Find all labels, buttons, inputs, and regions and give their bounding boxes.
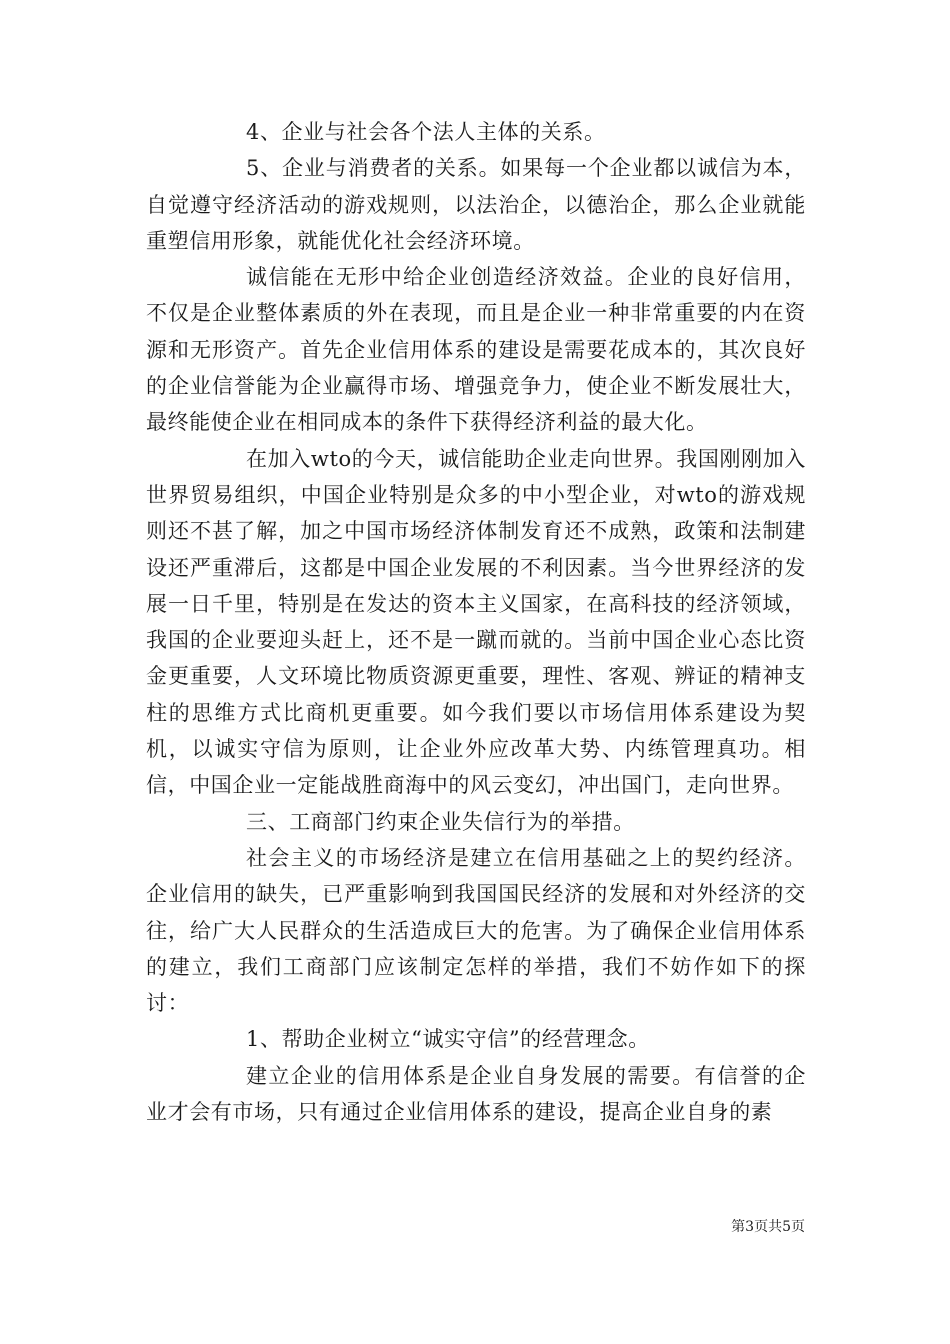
paragraph-3: 诚信能在无形中给企业创造经济效益。企业的良好信用，不仅是企业整体素质的外在表现，而且是企业一种非常重要的内在资源和无形资产。首先企业信用体系的建设是需要花成本的，其次良好的企业信誉能为企业赢得市场、增强竞争力，使企业不断发展壮大，最终能使企业在相同成本的条件下获得经济利益的最大化。 (146, 265, 806, 435)
paragraph-8: 建立企业的信用体系是企业自身发展的需要。有信誉的企业才会有市场，只有通过企业信用体系的建设，提高企业自身的素 (146, 1063, 806, 1125)
paragraph-2: 5、企业与消费者的关系。如果每一个企业都以诚信为本，自觉遵守经济活动的游戏规则，以法治企，以德治企，那么企业就能重塑信用形象，就能优化社会经济环境。 (146, 156, 806, 253)
paragraph-4: 在加入wto的今天，诚信能助企业走向世界。我国刚刚加入世界贸易组织，中国企业特别是众多的中小型企业，对wto的游戏规则还不甚了解，加之中国市场经济体制发育还不成熟，政策和法制建设还严重滞后，这都是中国企业发展的不利因素。当今世界经济的发展一日千里，特别是在发达的资本主义国家，在高科技的经济领域，我国的企业要迎头赶上，还不是一蹴而就的。当前中国企业心态比资金更重要，人文环境比物质资源更重要，理性、客观、辨证的精神支柱的思维方式比商机更重要。如今我们要以市场信用体系建设为契机，以诚实守信为原则，让企业外应改革大势、内练管理真功。相信，中国企业一定能战胜商海中的风云变幻，冲出国门，走向世界。 (146, 446, 806, 798)
paragraph-6: 社会主义的市场经济是建立在信用基础之上的契约经济。企业信用的缺失，已严重影响到我国国民经济的发展和对外经济的交往，给广大人民群众的生活造成巨大的危害。为了确保企业信用体系的建立，我们工商部门应该制定怎样的举措，我们不妨作如下的探讨： (146, 845, 806, 1016)
section-heading: 三、工商部门约束企业失信行为的举措。 (246, 809, 635, 834)
document-body (146, 114, 806, 1130)
subsection-heading: 1、帮助企业树立“诚实守信”的经营理念。 (246, 1027, 650, 1052)
paragraph-1: 4、企业与社会各个法人主体的关系。 (246, 120, 606, 144)
page-number-footer: 第3页共5页 (731, 1219, 805, 1235)
